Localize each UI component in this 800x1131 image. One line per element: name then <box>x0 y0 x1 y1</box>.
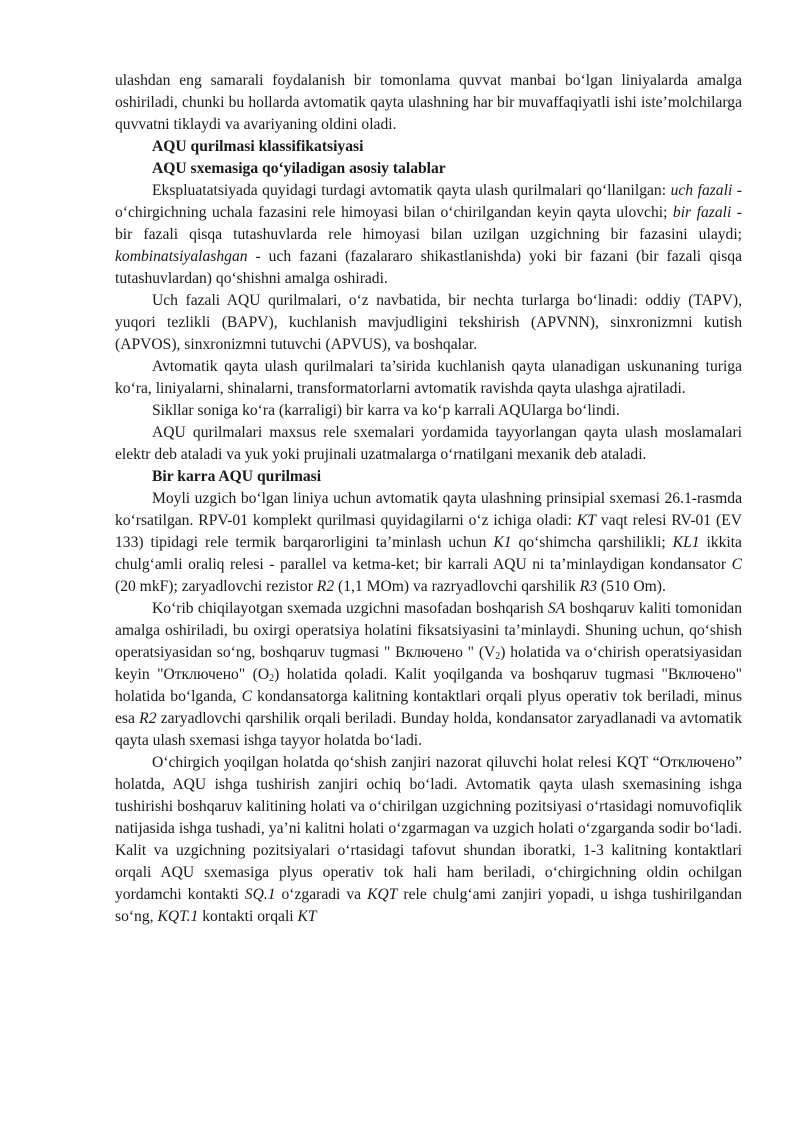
italic-term: kombinatsiyalashgan <box>115 248 248 265</box>
text-run: rele chulg‘ami zanjiri yopadi, u ishga tushirilgandan so‘ng, <box>115 886 742 925</box>
text-run: O‘chirgich yoqilgan holatda qo‘shish zanjiri nazorat qiluvchi holat relesi KQT “Отключено” holatda, AQU ishga tushirish zanjiri ochiq bo‘ladi. Avtomatik qayta ulash sxemasining ishga tushirishi boshqaruv kalitining holati va o‘chirilgan uzgichning pozitsiyasi o‘rtasidagi nomuvofiqlik natijasida ishga tushadi, ya’ni kalitni holati o‘zgarmagan va uzgich holati o‘zgarganda sodir bo‘ladi. Kalit va uzgichning pozitsiyalari o‘rtasidagi tafovut shundan iboratki, 1-3 kalitning kontaktlari orqali AQU sxemasiga plyus operativ tok hali ham beriladi, o‘chirgichning oldin ochilgan yordamchi kontakti <box>115 754 742 903</box>
subscript: 2 <box>269 673 275 684</box>
text-run: AQU qurilmasi klassifikatsiyasi <box>152 138 364 155</box>
text-run: ikkita chulg‘amli oraliq relesi - parallel va ketma-ket; bir karrali AQU ni ta’minlaydigan kondansator <box>115 534 742 573</box>
text-run: - o‘chirgichning uchala fazasini rele himoyasi bilan o‘chirilgandan keyin qayta ulovchi; <box>115 182 742 221</box>
body-paragraph <box>115 180 742 290</box>
text-run: qo‘shimcha qarshilikli; <box>511 534 673 551</box>
text-run: vaqt relesi RV-01 (EV 133) tipidagi rele termik barqarorligini ta’minlash uchun <box>115 512 742 551</box>
text-run: AQU sxemasiga qo‘yiladigan asosiy talablar <box>152 160 446 177</box>
italic-term: C <box>731 556 742 573</box>
italic-term: SA <box>547 600 566 617</box>
text-run: ) holatida qoladi. Kalit yoqilganda va boshqaruv tugmasi "Включено" holatida bo‘lganda, <box>115 666 742 705</box>
italic-term: bir fazali <box>672 204 732 221</box>
text-run: ) holatida va o‘chirish operatsiyasidan keyin "Отключено" (O <box>115 644 742 683</box>
text-run: Bir karra AQU qurilmasi <box>152 468 322 485</box>
body-paragraph <box>115 752 742 928</box>
body-paragraph <box>115 598 742 752</box>
italic-term: R2 <box>316 578 335 595</box>
text-run: o‘zgaradi va <box>275 886 368 903</box>
document-page <box>115 70 742 928</box>
text-run: zaryadlovchi qarshilik orqali beriladi. Bunday holda, kondansator zaryadlanadi va avtomatik qayta ulash sxemasi ishga tayyor holatda bo‘ladi. <box>115 710 743 749</box>
italic-term: KT <box>297 908 317 925</box>
text-run: - uch fazani (fazalararo shikastlanishda) yoki bir fazani (bir fazali qisqa tutashuvlardan) qo‘shishni amalga oshiradi. <box>115 248 742 287</box>
text-run: Avtomatik qayta ulash qurilmalari ta’sirida kuchlanish qayta ulanadigan uskunaning turiga ko‘ra, liniyalarni, shinalarni, transformatorlarni avtomatik ravishda qayta ulashga ajratiladi. <box>115 358 742 397</box>
body-paragraph <box>115 488 742 598</box>
body-paragraph <box>115 422 742 466</box>
text-run: Ko‘rib chiqilayotgan sxemada uzgichni masofadan boshqarish <box>152 600 548 617</box>
body-paragraph <box>115 290 742 356</box>
section-heading <box>115 136 742 158</box>
text-run: Uch fazali AQU qurilmalari, o‘z navbatida, bir nechta turlarga bo‘linadi: oddiy (TAPV), yuqori tezlikli (BAPV), kuchlanish mavjudligini tekshirish (APVNN), sinxronizmni kutish (APVOS), sinxronizmni tutuvchi (APVUS), va boshqalar. <box>115 292 742 353</box>
italic-term: SQ.1 <box>244 886 276 903</box>
text-run: (510 Om). <box>597 578 666 595</box>
body-paragraph <box>115 356 742 400</box>
italic-term: C <box>241 688 253 705</box>
italic-term: uch fazali <box>670 182 733 199</box>
italic-term: KQT.1 <box>157 908 199 925</box>
section-heading <box>115 158 742 180</box>
text-run: kontakti orqali <box>198 908 298 925</box>
text-run: boshqaruv kaliti tomonidan amalga oshiriladi, bu oxirgi operatsiya holatini fiksatsiyasini ta’minlaydi. Shuning uchun, qo‘shish operatsiyasidan so‘ng, boshqaruv tugmasi " Включено " (V <box>115 600 742 661</box>
italic-term: R3 <box>579 578 597 595</box>
text-run: ulashdan eng samarali foydalanish bir tomonlama quvvat manbai bo‘lgan liniyalarda amalga oshiriladi, chunki bu hollarda avtomatik qayta ulashning har bir muvaffaqiyatli ishi iste’molchilarga quvvatni tiklaydi va avariyaning oldini oladi. <box>115 72 742 133</box>
text-run: Sikllar soniga ko‘ra (karraligi) bir karra va ko‘p karrali AQUlarga bo‘lindi. <box>152 402 620 419</box>
body-paragraph <box>115 400 742 422</box>
text-run: Ekspluatatsiyada quyidagi turdagi avtomatik qayta ulash qurilmalari qo‘llanilgan: <box>152 182 671 199</box>
section-heading <box>115 466 742 488</box>
text-run: AQU qurilmalari maxsus rele sxemalari yordamida tayyorlangan qayta ulash moslamalari elektr deb ataladi va yuk yoki prujinali uzatmalarga o‘rnatilgani mexanik deb ataladi. <box>115 424 742 463</box>
italic-term: K1 <box>493 534 512 551</box>
italic-term: KL1 <box>672 534 700 551</box>
italic-term: KQT <box>367 886 398 903</box>
body-paragraph <box>115 70 742 136</box>
text-run: kondansatorga kalitning kontaktlari orqali plyus operativ tok beriladi, minus esa <box>115 688 743 727</box>
text-run: - bir fazali qisqa tutashuvlarda rele himoyasi bilan uzilgan uzgichning bir fazasini ulaydi; <box>115 204 742 243</box>
text-run: (1,1 MOm) va razryadlovchi qarshilik <box>334 578 580 595</box>
text-run: (20 mkF); zaryadlovchi rezistor <box>115 578 317 595</box>
text-run: Moyli uzgich bo‘lgan liniya uchun avtomatik qayta ulashning prinsipial sxemasi 26.1-rasmda ko‘rsatilgan. RPV-01 komplekt qurilmasi quyidagilarni o‘z ichiga oladi: <box>115 490 742 529</box>
italic-term: R2 <box>139 710 157 727</box>
italic-term: KT <box>576 512 596 529</box>
subscript: 2 <box>495 651 501 662</box>
